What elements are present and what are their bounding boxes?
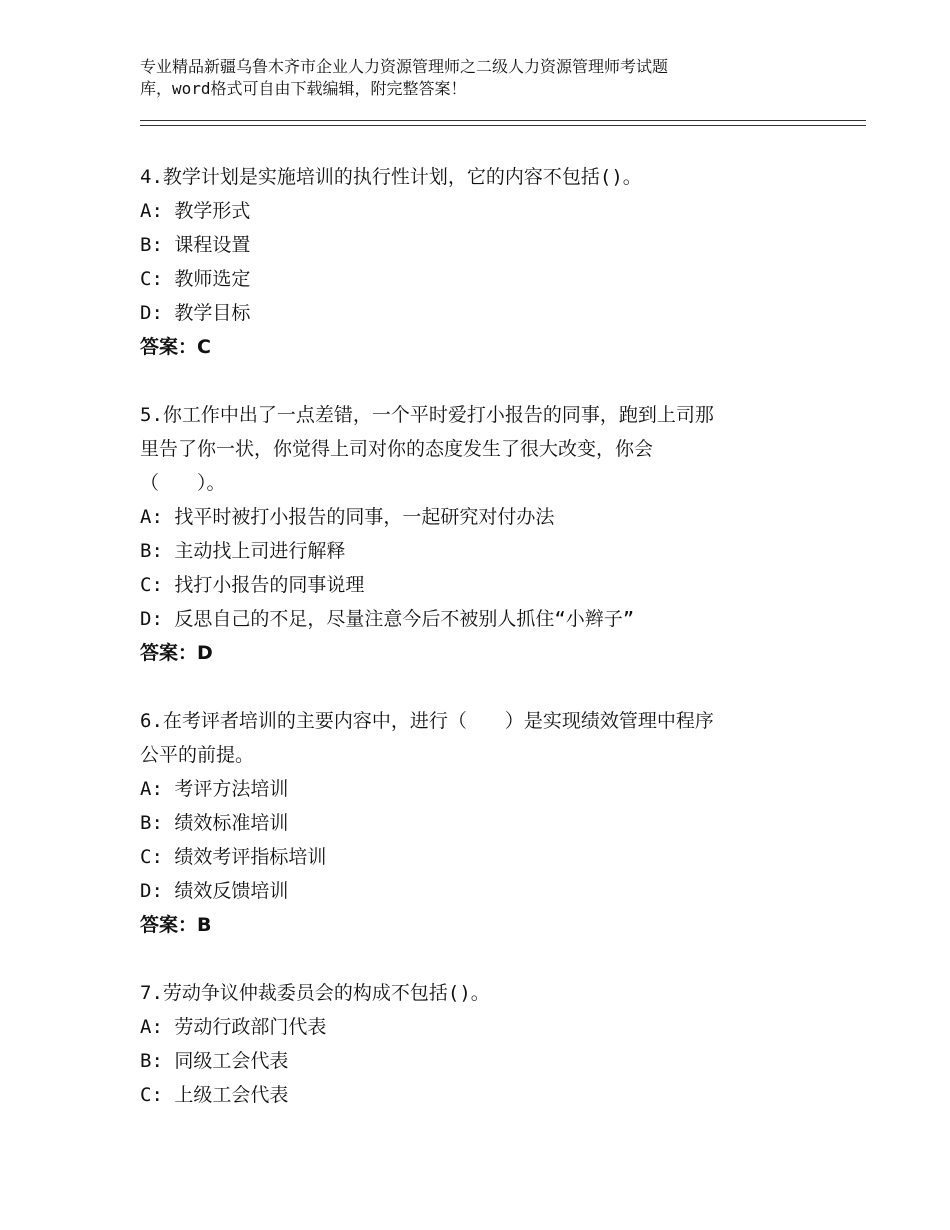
- question-list: [140, 160, 820, 1112]
- option-b: B: 主动找上司进行解释: [140, 540, 346, 562]
- stem-line: （ ）。: [140, 472, 226, 494]
- question-6: [140, 704, 820, 942]
- question-stem: [140, 976, 820, 1010]
- option-d: D: 教学目标: [140, 302, 251, 324]
- option-c: C: 上级工会代表: [140, 1084, 289, 1106]
- header-line-1: 专业精品新疆乌鲁木齐市企业人力资源管理师之二级人力资源管理师考试题: [140, 57, 669, 76]
- option-d: D: 绩效反馈培训: [140, 880, 289, 902]
- question-7: [140, 976, 820, 1112]
- option-b: B: 课程设置: [140, 234, 251, 256]
- answer-label: 答案：C: [140, 336, 211, 358]
- question-4: [140, 160, 820, 364]
- question-stem: [140, 398, 820, 500]
- option-a: A: 劳动行政部门代表: [140, 1016, 327, 1038]
- stem-line: 公平的前提。: [140, 744, 255, 766]
- option-b: B: 绩效标准培训: [140, 812, 289, 834]
- stem-line: 6.在考评者培训的主要内容中，进行（ ）是实现绩效管理中程序: [140, 710, 714, 732]
- stem-line: 7.劳动争议仲裁委员会的构成不包括()。: [140, 982, 490, 1004]
- question-stem: [140, 160, 820, 194]
- stem-line: 里告了你一状，你觉得上司对你的态度发生了很大改变，你会: [140, 438, 654, 460]
- option-c: C: 找打小报告的同事说理: [140, 574, 365, 596]
- option-b: B: 同级工会代表: [140, 1050, 289, 1072]
- option-d: D: 反思自己的不足，尽量注意今后不被别人抓住“小辫子”: [140, 608, 635, 630]
- question-stem: [140, 704, 820, 772]
- header-line-2: 库，word格式可自由下载编辑，附完整答案！: [140, 79, 467, 98]
- document-header: [140, 56, 780, 100]
- question-5: [140, 398, 820, 670]
- answer-label: 答案：D: [140, 642, 213, 664]
- option-a: A: 教学形式: [140, 200, 251, 222]
- option-c: C: 教师选定: [140, 268, 251, 290]
- answer-label: 答案：B: [140, 914, 212, 936]
- stem-line: 4.教学计划是实施培训的执行性计划，它的内容不包括()。: [140, 166, 642, 188]
- stem-line: 5.你工作中出了一点差错，一个平时爱打小报告的同事，跑到上司那: [140, 404, 714, 426]
- header-divider: [140, 120, 866, 126]
- option-a: A: 考评方法培训: [140, 778, 289, 800]
- option-c: C: 绩效考评指标培训: [140, 846, 327, 868]
- option-a: A: 找平时被打小报告的同事，一起研究对付办法: [140, 506, 555, 528]
